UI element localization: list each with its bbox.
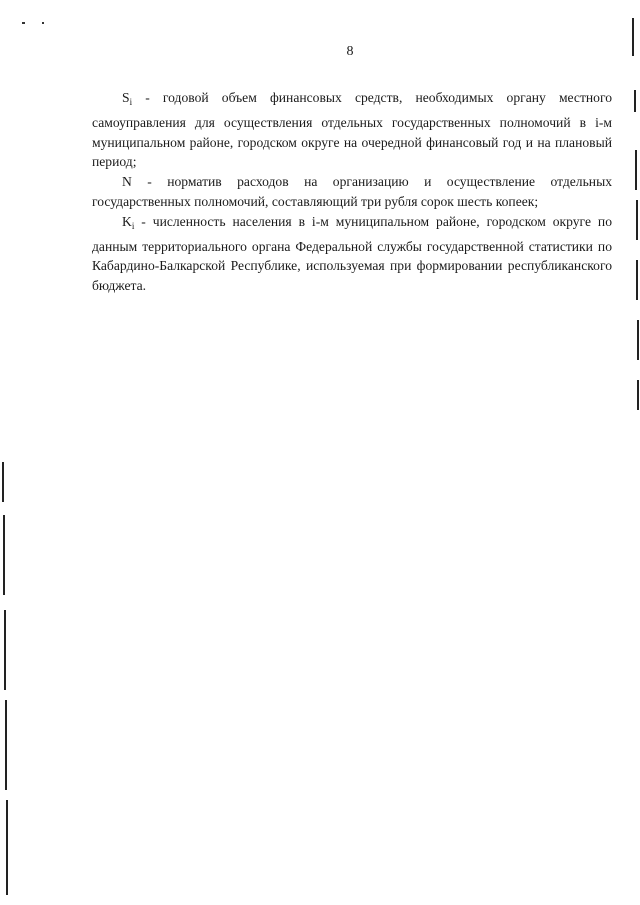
scan-speck [42, 22, 44, 24]
scan-edge-line-left [5, 700, 7, 790]
scan-edge-line-left [2, 462, 4, 502]
scan-edge-line-right [636, 200, 638, 240]
definition-n: N - норматив расходов на организацию и осуществление отдельных государственных полномочий, составляющий три рубля сорок шесть копеек; [92, 174, 612, 209]
scan-edge-line-left [6, 800, 8, 895]
definition-s-i: $S_i$ - годовой объем финансовых средств, необходимых органу местного самоуправления для осуществления отдельных государственных полномочий в i-м муниципальном районе, городском округе на очередной финансовый год и на плановый период; [92, 90, 612, 170]
scan-edge-line-right [635, 150, 637, 190]
page-number: 8 [346, 44, 354, 59]
scan-edge-line-left [4, 610, 6, 690]
symbol-n: N [122, 174, 132, 190]
scan-edge-line-right [634, 90, 636, 112]
scan-edge-line-right [636, 260, 638, 300]
scan-speck [22, 22, 25, 24]
scan-edge-line-right [637, 320, 639, 360]
definitions-block [92, 88, 612, 296]
symbol-s: $S_i$ [122, 90, 133, 107]
scan-edge-line-right [637, 380, 639, 410]
definition-k-i: $K_i$ - численность населения в i-м муниципальном районе, городском округе по данным территориального органа Федеральной службы государственной статистики по Кабардино-Балкарской Республике, используемая при формировании республиканского бюджета. [92, 213, 612, 294]
scan-edge-line-left [3, 515, 5, 595]
symbol-k: $K_i$ [122, 213, 135, 231]
